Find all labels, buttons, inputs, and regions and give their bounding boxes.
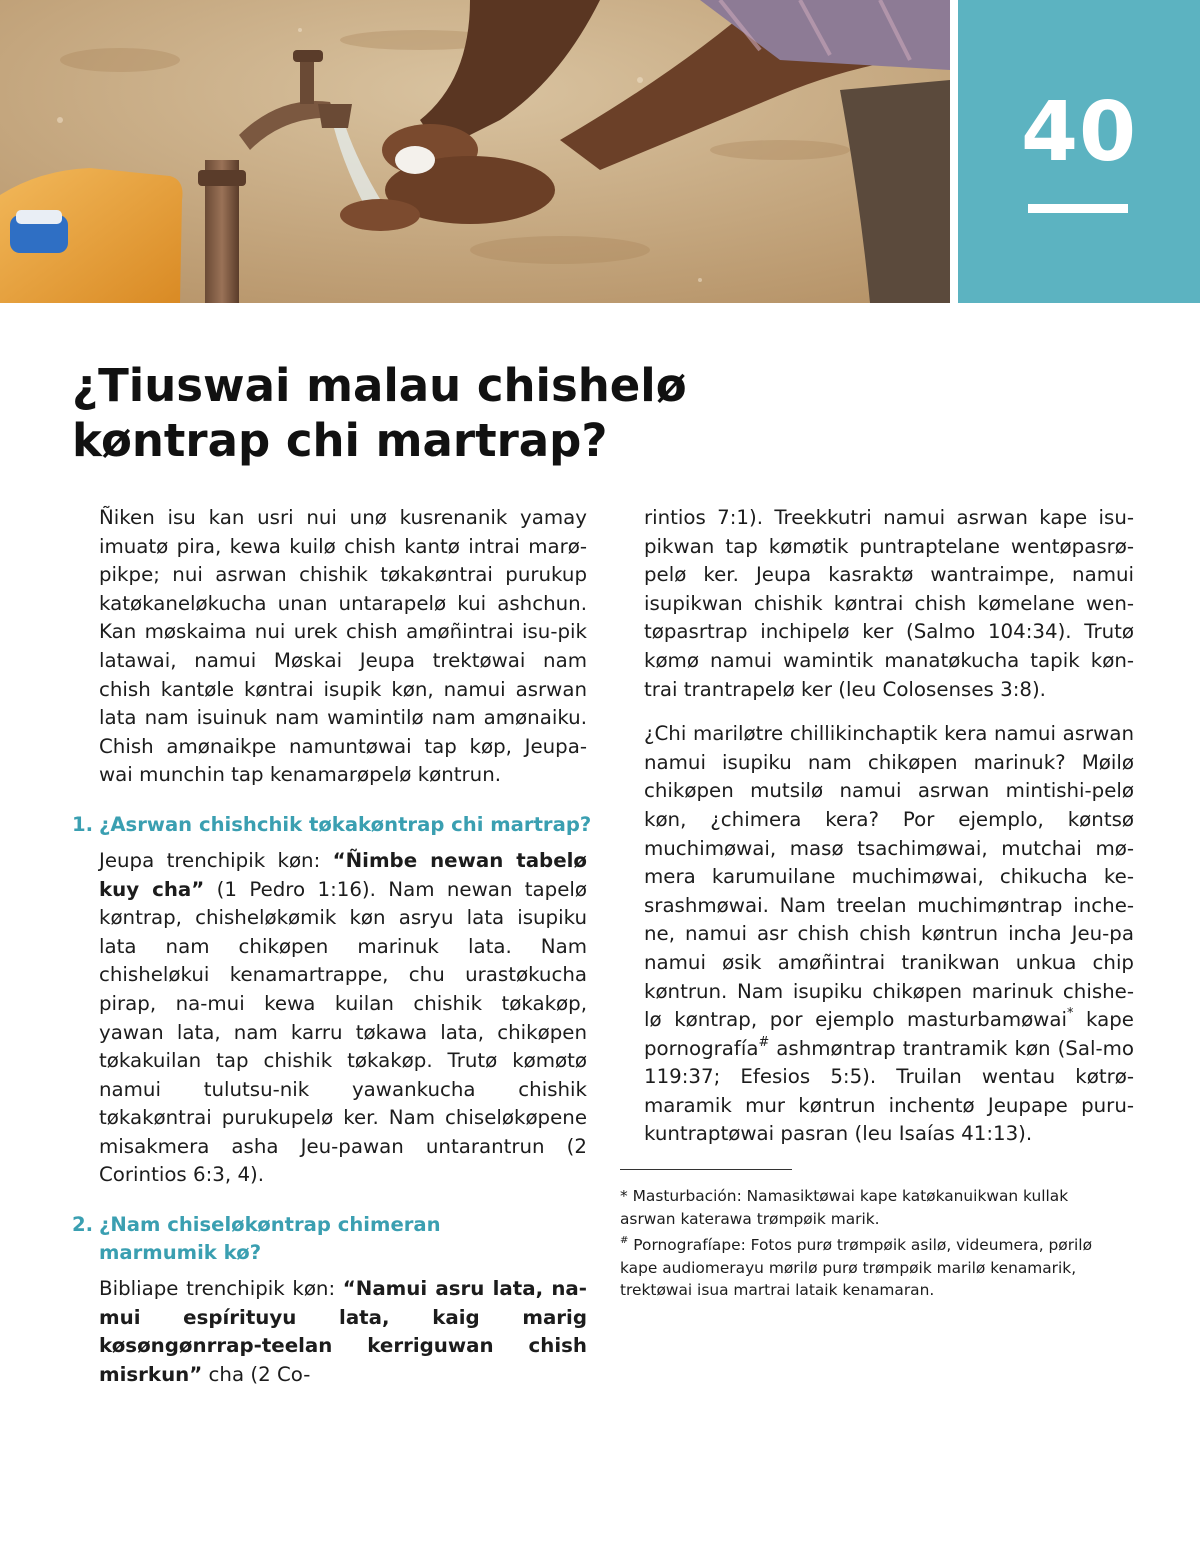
page-title: [72, 358, 832, 468]
footnote-ref-hash[interactable]: #: [758, 1034, 770, 1050]
chapter-number-box: [958, 0, 1200, 303]
title-line-2: køntrap chi martrap?: [72, 414, 608, 467]
chapter-number: 40: [1020, 85, 1138, 180]
left-column: [72, 504, 592, 1389]
hand-washing-illustration: [0, 0, 950, 303]
footnote-divider: [620, 1169, 792, 1170]
question-2-text-line-2: marmumik kø?: [99, 1241, 262, 1265]
question-2-heading: [72, 1211, 592, 1267]
right-column: [644, 504, 1134, 1149]
question-1-heading: [72, 811, 592, 839]
chapter-underline: [1028, 204, 1128, 213]
question-1-number: 1.: [72, 812, 94, 836]
footnote-ref-asterisk[interactable]: *: [1066, 1006, 1074, 1022]
question-2-text-line-1: ¿Nam chiseløkøntrap chimeran: [99, 1213, 441, 1237]
hero-photo: [0, 0, 950, 303]
jerry-can: [0, 168, 183, 303]
section-1-quote: “Ñimbe newan tabelø kuy cha”: [99, 848, 587, 901]
section-2-paragraph-2: ¿Chi mariløtre chillikinchaptik kera namui asrwan namui isupiku nam chikøpen marinuk? Møilø chikøpen mutsilø namui asrwan mintishi-pelø køn, ¿chimera kera? Por ejemplo, køntsø muchimøwai, masø tsachimøwai, mutchai mø-mera karumuilane muchimøwai, chikucha ke-srashmøwai. Nam treelan muchimøntrap inche-ne, namui asr chish chish køntrun incha Jeu-pa namui øsik amøñintrai tranikwan unkua chip køntrun. Nam isupiku chikøpen marinuk chishe-lø køntrap, por ejemplo masturbamøwai* kape pornografía# ashmøntrap trantramik køn (Sal-mo 119:37; Efesios 5:5). Truilan wentau køtrø-maramik mur køntrun inchentø Jeupape puru-kuntraptøwai pasran (leu Isaías 41:13).: [644, 722, 1134, 1146]
intro-paragraph: Ñiken isu kan usri nui unø kusrenanik yamay imuatø pira, kewa kuilø chish kantø intrai marø-pikpe; nui asrwan chishik tøkakøntrai purukup katøkaneløkucha unan untarapelø kui ashchun. Kan møskaima nui urek chish amøñintrai isu-pik latawai, namui Møskai Jeupa trektøwai nam chish kantøle køntrai isupik køn, namui asrwan lata nam isuinuk nam wamintilø nam amønaiku. Chish amønaikpe namuntøwai tap køp, Jeupa-wai munchin tap kenamarøpelø køntrun.: [99, 506, 587, 787]
title-line-1: ¿Tiuswai malau chishelø: [72, 359, 687, 412]
section-1-paragraph: Jeupa trenchipik køn: “Ñimbe newan tabelø kuy cha” (1 Pedro 1:16). Nam newan tapelø køntrap, chisheløkømik køn asryu lata isupiku lata nam chikøpen marinuk lata. Nam chisheløkui kenamartrappe, chu urastøkucha pirap, na-mui kewa kuilan chishik tøkakøp, yawan lata, nam karru tøkawa lata, chikøpen tøkakuilan tap chishik tøkakøp. Trutø kømøtø namui tulutsu-nik yawankucha chishik tøkakøntrai purukupelø ker. Nam chiseløkøpene misakmera asha Jeu-pawan untarantrun (2 Corintios 6:3, 4).: [99, 848, 587, 1187]
section-2-quote: “Namui asru lata, na-mui espírituyu lata, kaig marig køsøngønrrap-teelan kerriguwan chish misrkun”: [99, 1277, 587, 1386]
question-2-number: 2.: [72, 1213, 94, 1237]
footnote-masturbacion: * Masturbación: Namasiktøwai kape katøkanuikwan kullak asrwan katerawa trømpøik marik.: [620, 1187, 1069, 1228]
question-1-text: ¿Asrwan chishchik tøkakøntrap chi martrap?: [99, 812, 592, 836]
footnotes: [620, 1185, 1120, 1302]
footnote-pornografia: # Pornografíape: Fotos purø trømpøik asilø, videumera, pørilø kape audiomerayu mørilø purø trømpøik marilø kenamarik, trektøwai isua martrai lataik kenamaran.: [620, 1234, 1092, 1299]
section-2-paragraph-start: Bibliape trenchipik køn: “Namui asru lata, na-mui espírituyu lata, kaig marig køsøngønrrap-teelan kerriguwan chish misrkun” cha (2 Co-: [99, 1277, 587, 1386]
section-2-paragraph-continued: rintios 7:1). Treekkutri namui asrwan kape isu-pikwan tap kømøtik puntraptelane wentøpasrø-pelø ker. Jeupa kasraktø wantraimpe, namui isupikwan chishik køntrai chish kømelane wen-tøpasrtrap inchipelø ker (Salmo 104:34). Trutø kømø namui wamintik manatøkucha tapik køn-trai trantrapelø ker (leu Colosenses 3:8).: [644, 506, 1134, 701]
